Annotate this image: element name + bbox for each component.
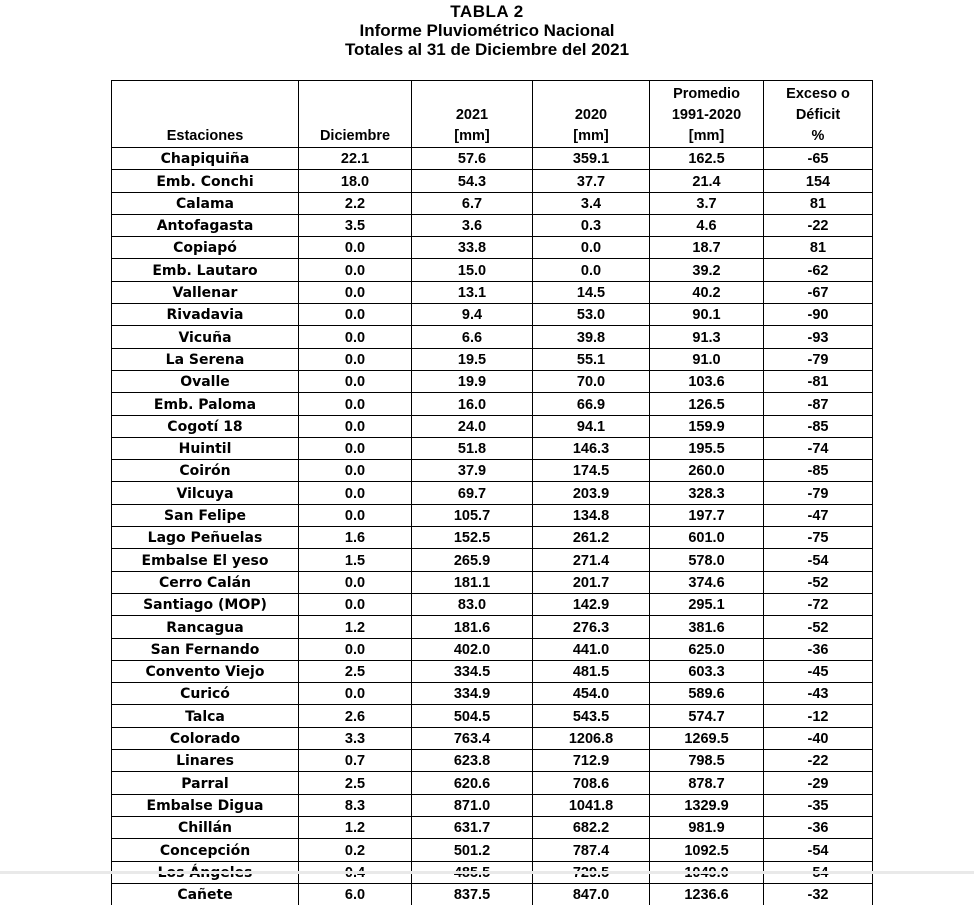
column-header-line: [mm] — [650, 126, 763, 147]
column-header-line: % — [764, 126, 872, 147]
cell-average-1991-2020: 574.7 — [650, 705, 764, 727]
cell-year-2021: 13.1 — [412, 281, 533, 303]
station-name: Vicuña — [112, 326, 299, 348]
table-row — [112, 415, 873, 437]
column-header-average-1991-2020 — [650, 81, 764, 148]
cell-average-1991-2020: 1269.5 — [650, 727, 764, 749]
cell-average-1991-2020: 625.0 — [650, 638, 764, 660]
cell-average-1991-2020: 195.5 — [650, 437, 764, 459]
cell-average-1991-2020: 91.3 — [650, 326, 764, 348]
column-header-line: [mm] — [533, 126, 649, 147]
station-name: Santiago (MOP) — [112, 593, 299, 615]
table-row — [112, 527, 873, 549]
cell-excess-deficit: -67 — [764, 281, 873, 303]
cell-year-2021: 334.9 — [412, 683, 533, 705]
cell-year-2020: 261.2 — [533, 527, 650, 549]
cell-year-2020: 0.0 — [533, 259, 650, 281]
cell-excess-deficit: -22 — [764, 214, 873, 236]
report-subtitle: Totales al 31 de Diciembre del 2021 — [0, 40, 974, 59]
cell-december: 2.5 — [299, 660, 412, 682]
cell-year-2020: 39.8 — [533, 326, 650, 348]
station-name: Rivadavia — [112, 304, 299, 326]
table-row — [112, 504, 873, 526]
column-header-line: Diciembre — [299, 126, 411, 147]
cell-december: 0.0 — [299, 571, 412, 593]
cell-year-2020: 441.0 — [533, 638, 650, 660]
cell-year-2020: 712.9 — [533, 750, 650, 772]
cell-year-2021: 334.5 — [412, 660, 533, 682]
cell-year-2021: 265.9 — [412, 549, 533, 571]
cell-year-2021: 871.0 — [412, 794, 533, 816]
cell-year-2020: 203.9 — [533, 482, 650, 504]
cell-excess-deficit: -54 — [764, 839, 873, 861]
station-name: San Felipe — [112, 504, 299, 526]
station-name: Emb. Lautaro — [112, 259, 299, 281]
cell-average-1991-2020: 126.5 — [650, 393, 764, 415]
station-name: Embalse El yeso — [112, 549, 299, 571]
column-header-excess-deficit — [764, 81, 873, 148]
table-number: TABLA 2 — [0, 2, 974, 21]
cell-december: 18.0 — [299, 170, 412, 192]
cell-year-2021: 6.6 — [412, 326, 533, 348]
station-name: Emb. Conchi — [112, 170, 299, 192]
cell-year-2021: 19.5 — [412, 348, 533, 370]
cell-december: 0.0 — [299, 638, 412, 660]
column-header-line: Estaciones — [112, 126, 298, 147]
cell-excess-deficit: -22 — [764, 750, 873, 772]
station-name: Chillán — [112, 816, 299, 838]
cell-excess-deficit: -36 — [764, 638, 873, 660]
cell-year-2020: 454.0 — [533, 683, 650, 705]
cell-december: 0.0 — [299, 281, 412, 303]
cell-excess-deficit: -85 — [764, 415, 873, 437]
column-header-line: Exceso o — [764, 84, 872, 105]
cell-excess-deficit: -93 — [764, 326, 873, 348]
cell-excess-deficit: -52 — [764, 616, 873, 638]
table-row — [112, 326, 873, 348]
cell-december: 0.0 — [299, 593, 412, 615]
cell-excess-deficit: -40 — [764, 727, 873, 749]
cell-year-2020: 1041.8 — [533, 794, 650, 816]
cell-excess-deficit: -54 — [764, 549, 873, 571]
cell-year-2020: 543.5 — [533, 705, 650, 727]
cell-december: 8.3 — [299, 794, 412, 816]
cell-average-1991-2020: 328.3 — [650, 482, 764, 504]
cell-december: 0.0 — [299, 460, 412, 482]
cell-year-2021: 15.0 — [412, 259, 533, 281]
table-row — [112, 660, 873, 682]
station-name: Copiapó — [112, 237, 299, 259]
station-name: Coirón — [112, 460, 299, 482]
station-name: Cogotí 18 — [112, 415, 299, 437]
table-row — [112, 750, 873, 772]
table-body — [112, 148, 873, 905]
table-row — [112, 192, 873, 214]
station-name: Embalse Digua — [112, 794, 299, 816]
column-header-year-2020 — [533, 81, 650, 148]
cell-december: 0.0 — [299, 348, 412, 370]
cell-year-2020: 276.3 — [533, 616, 650, 638]
cell-year-2021: 181.6 — [412, 616, 533, 638]
cell-december: 0.0 — [299, 326, 412, 348]
cell-year-2021: 9.4 — [412, 304, 533, 326]
table-row — [112, 883, 873, 905]
cell-year-2020: 66.9 — [533, 393, 650, 415]
station-name: Cañete — [112, 883, 299, 905]
cell-year-2020: 201.7 — [533, 571, 650, 593]
cell-year-2021: 33.8 — [412, 237, 533, 259]
table-row — [112, 816, 873, 838]
column-header-line: Déficit — [764, 105, 872, 126]
column-header-line: 2020 — [533, 105, 649, 126]
cell-year-2020: 142.9 — [533, 593, 650, 615]
cell-excess-deficit: -62 — [764, 259, 873, 281]
cell-year-2020: 37.7 — [533, 170, 650, 192]
table-row — [112, 281, 873, 303]
cell-average-1991-2020: 18.7 — [650, 237, 764, 259]
cell-average-1991-2020: 3.7 — [650, 192, 764, 214]
cell-excess-deficit: -74 — [764, 437, 873, 459]
cell-excess-deficit: -65 — [764, 148, 873, 170]
cell-average-1991-2020: 4.6 — [650, 214, 764, 236]
cell-average-1991-2020: 1329.9 — [650, 794, 764, 816]
cell-year-2021: 501.2 — [412, 839, 533, 861]
cell-average-1991-2020: 1092.5 — [650, 839, 764, 861]
report-title: Informe Pluviométrico Nacional — [0, 21, 974, 40]
cell-december: 0.0 — [299, 437, 412, 459]
table-row — [112, 214, 873, 236]
station-name: Huintil — [112, 437, 299, 459]
table-row — [112, 839, 873, 861]
cell-december: 0.2 — [299, 839, 412, 861]
station-name: Parral — [112, 772, 299, 794]
cell-year-2020: 134.8 — [533, 504, 650, 526]
station-name: Talca — [112, 705, 299, 727]
cell-excess-deficit: -79 — [764, 348, 873, 370]
table-row — [112, 683, 873, 705]
cell-excess-deficit: -79 — [764, 482, 873, 504]
station-name: Cerro Calán — [112, 571, 299, 593]
cell-december: 0.7 — [299, 750, 412, 772]
table-row — [112, 393, 873, 415]
cell-december: 0.0 — [299, 304, 412, 326]
cell-year-2020: 0.0 — [533, 237, 650, 259]
cell-average-1991-2020: 603.3 — [650, 660, 764, 682]
cell-excess-deficit: -52 — [764, 571, 873, 593]
station-name: Concepción — [112, 839, 299, 861]
cell-december: 0.0 — [299, 482, 412, 504]
cell-year-2021: 623.8 — [412, 750, 533, 772]
column-header-line: Promedio — [650, 84, 763, 105]
station-name: Vallenar — [112, 281, 299, 303]
column-header-december — [299, 81, 412, 148]
cell-year-2020: 174.5 — [533, 460, 650, 482]
cell-average-1991-2020: 197.7 — [650, 504, 764, 526]
table-row — [112, 437, 873, 459]
cell-year-2020: 1206.8 — [533, 727, 650, 749]
column-header-line: 1991-2020 — [650, 105, 763, 126]
cell-average-1991-2020: 21.4 — [650, 170, 764, 192]
cell-excess-deficit: -32 — [764, 883, 873, 905]
cell-year-2020: 94.1 — [533, 415, 650, 437]
cell-year-2020: 0.3 — [533, 214, 650, 236]
cell-excess-deficit: -43 — [764, 683, 873, 705]
station-name: Antofagasta — [112, 214, 299, 236]
cell-average-1991-2020: 162.5 — [650, 148, 764, 170]
cell-year-2021: 181.1 — [412, 571, 533, 593]
cell-excess-deficit: -81 — [764, 370, 873, 392]
station-name: San Fernando — [112, 638, 299, 660]
cell-average-1991-2020: 295.1 — [650, 593, 764, 615]
cell-excess-deficit: -75 — [764, 527, 873, 549]
cell-excess-deficit: 81 — [764, 237, 873, 259]
station-name: Linares — [112, 750, 299, 772]
cell-average-1991-2020: 159.9 — [650, 415, 764, 437]
cell-excess-deficit: -85 — [764, 460, 873, 482]
cell-year-2020: 55.1 — [533, 348, 650, 370]
station-name: La Serena — [112, 348, 299, 370]
cell-average-1991-2020: 601.0 — [650, 527, 764, 549]
cell-year-2020: 146.3 — [533, 437, 650, 459]
cell-average-1991-2020: 981.9 — [650, 816, 764, 838]
cell-december: 2.6 — [299, 705, 412, 727]
cell-year-2021: 83.0 — [412, 593, 533, 615]
table-row — [112, 259, 873, 281]
cell-year-2021: 51.8 — [412, 437, 533, 459]
cell-average-1991-2020: 260.0 — [650, 460, 764, 482]
station-name: Convento Viejo — [112, 660, 299, 682]
cell-december: 0.0 — [299, 415, 412, 437]
cell-year-2020: 847.0 — [533, 883, 650, 905]
station-name: Colorado — [112, 727, 299, 749]
cell-average-1991-2020: 374.6 — [650, 571, 764, 593]
cell-average-1991-2020: 90.1 — [650, 304, 764, 326]
table-row — [112, 705, 873, 727]
cell-year-2020: 787.4 — [533, 839, 650, 861]
cell-december: 6.0 — [299, 883, 412, 905]
station-name: Emb. Paloma — [112, 393, 299, 415]
table-row — [112, 794, 873, 816]
cell-year-2021: 3.6 — [412, 214, 533, 236]
cell-december: 0.0 — [299, 683, 412, 705]
table-row — [112, 348, 873, 370]
cell-year-2021: 631.7 — [412, 816, 533, 838]
cell-average-1991-2020: 103.6 — [650, 370, 764, 392]
cell-december: 2.2 — [299, 192, 412, 214]
cell-year-2020: 53.0 — [533, 304, 650, 326]
table-row — [112, 549, 873, 571]
cell-average-1991-2020: 798.5 — [650, 750, 764, 772]
cell-december: 0.0 — [299, 237, 412, 259]
station-name: Lago Peñuelas — [112, 527, 299, 549]
rainfall-table — [111, 80, 873, 905]
table-row — [112, 237, 873, 259]
cell-year-2020: 481.5 — [533, 660, 650, 682]
station-name: Rancagua — [112, 616, 299, 638]
cell-excess-deficit: -72 — [764, 593, 873, 615]
station-name: Vilcuya — [112, 482, 299, 504]
table-row — [112, 571, 873, 593]
cell-december: 0.0 — [299, 370, 412, 392]
cell-year-2021: 6.7 — [412, 192, 533, 214]
cell-average-1991-2020: 589.6 — [650, 683, 764, 705]
cell-december: 1.6 — [299, 527, 412, 549]
cell-year-2021: 19.9 — [412, 370, 533, 392]
table-row — [112, 304, 873, 326]
cell-excess-deficit: 154 — [764, 170, 873, 192]
header-row — [112, 81, 873, 148]
cell-year-2021: 54.3 — [412, 170, 533, 192]
station-name: Chapiquiña — [112, 148, 299, 170]
table-row — [112, 593, 873, 615]
table-row — [112, 727, 873, 749]
table-row — [112, 170, 873, 192]
table-row — [112, 772, 873, 794]
cell-year-2021: 69.7 — [412, 482, 533, 504]
table-row — [112, 460, 873, 482]
cell-december: 0.0 — [299, 504, 412, 526]
cell-excess-deficit: -35 — [764, 794, 873, 816]
cell-year-2020: 682.2 — [533, 816, 650, 838]
column-header-year-2021 — [412, 81, 533, 148]
cell-year-2021: 37.9 — [412, 460, 533, 482]
cell-year-2020: 708.6 — [533, 772, 650, 794]
cell-year-2021: 402.0 — [412, 638, 533, 660]
cell-december: 2.5 — [299, 772, 412, 794]
cell-year-2020: 271.4 — [533, 549, 650, 571]
cell-year-2021: 16.0 — [412, 393, 533, 415]
column-header-station — [112, 81, 299, 148]
cell-excess-deficit: -12 — [764, 705, 873, 727]
station-name: Ovalle — [112, 370, 299, 392]
cell-excess-deficit: -90 — [764, 304, 873, 326]
cell-year-2021: 105.7 — [412, 504, 533, 526]
cell-excess-deficit: -36 — [764, 816, 873, 838]
cell-average-1991-2020: 91.0 — [650, 348, 764, 370]
table-row — [112, 616, 873, 638]
cell-year-2020: 70.0 — [533, 370, 650, 392]
table-row — [112, 370, 873, 392]
cell-average-1991-2020: 1236.6 — [650, 883, 764, 905]
cell-december: 0.0 — [299, 259, 412, 281]
table-row — [112, 482, 873, 504]
cell-year-2020: 359.1 — [533, 148, 650, 170]
cell-december: 3.3 — [299, 727, 412, 749]
cell-average-1991-2020: 578.0 — [650, 549, 764, 571]
report-title-block — [0, 2, 974, 59]
cell-december: 3.5 — [299, 214, 412, 236]
cell-year-2020: 14.5 — [533, 281, 650, 303]
cell-year-2021: 57.6 — [412, 148, 533, 170]
cell-excess-deficit: -87 — [764, 393, 873, 415]
cell-year-2020: 3.4 — [533, 192, 650, 214]
cell-excess-deficit: -29 — [764, 772, 873, 794]
station-name: Calama — [112, 192, 299, 214]
cell-year-2021: 837.5 — [412, 883, 533, 905]
cell-year-2021: 24.0 — [412, 415, 533, 437]
cell-year-2021: 763.4 — [412, 727, 533, 749]
cell-december: 1.2 — [299, 816, 412, 838]
table-row — [112, 148, 873, 170]
column-header-line: 2021 — [412, 105, 532, 126]
cell-december: 1.2 — [299, 616, 412, 638]
cell-excess-deficit: -47 — [764, 504, 873, 526]
cell-year-2021: 152.5 — [412, 527, 533, 549]
column-header-line: [mm] — [412, 126, 532, 147]
cell-average-1991-2020: 878.7 — [650, 772, 764, 794]
cell-average-1991-2020: 381.6 — [650, 616, 764, 638]
cell-december: 0.0 — [299, 393, 412, 415]
cell-average-1991-2020: 40.2 — [650, 281, 764, 303]
cell-average-1991-2020: 39.2 — [650, 259, 764, 281]
cell-year-2021: 504.5 — [412, 705, 533, 727]
cell-year-2021: 620.6 — [412, 772, 533, 794]
cell-excess-deficit: 81 — [764, 192, 873, 214]
table-row — [112, 638, 873, 660]
cell-december: 22.1 — [299, 148, 412, 170]
cell-excess-deficit: -45 — [764, 660, 873, 682]
cell-december: 1.5 — [299, 549, 412, 571]
station-name: Curicó — [112, 683, 299, 705]
